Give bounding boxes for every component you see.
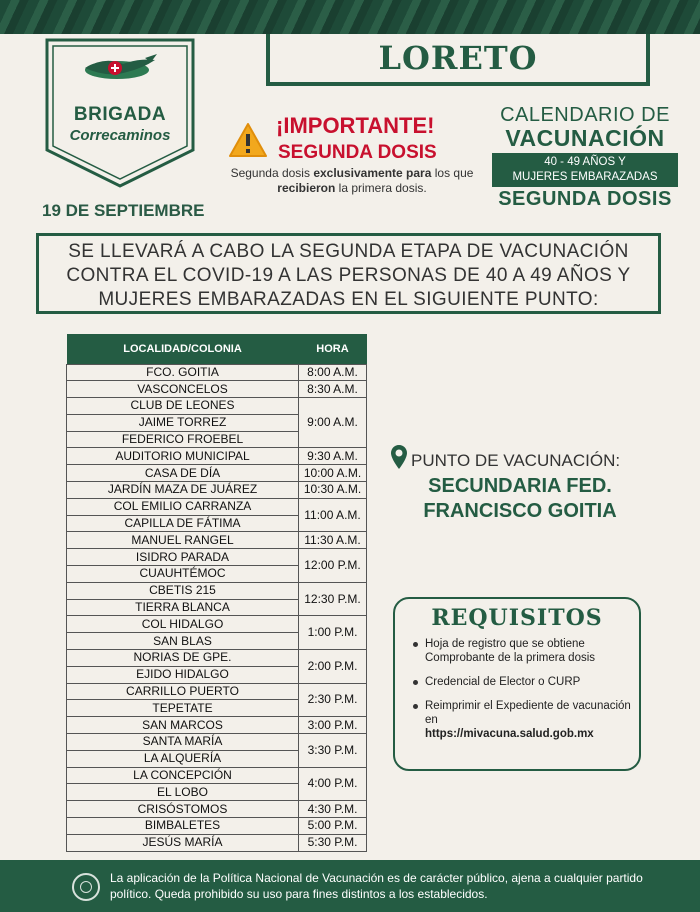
table-row bbox=[67, 717, 367, 734]
location-title: LORETO bbox=[378, 39, 538, 77]
locality-cell: CBETIS 215 bbox=[67, 582, 299, 599]
time-cell: 11:00 A.M. bbox=[299, 498, 367, 532]
time-cell: 2:00 P.M. bbox=[299, 650, 367, 684]
legal-disclaimer: La aplicación de la Política Nacional de Vacunación es de carácter público, ajena a cualquier partido político. Queda prohibido su uso para fines distintos a los establecidos. bbox=[110, 871, 643, 901]
column-header: LOCALIDAD/COLONIA bbox=[67, 334, 299, 364]
announcement-box bbox=[36, 233, 661, 314]
time-cell: 1:00 P.M. bbox=[299, 616, 367, 650]
table-row bbox=[67, 381, 367, 398]
table-row bbox=[67, 801, 367, 818]
requirements-title: REQUISITOS bbox=[431, 605, 603, 631]
locality-cell: LA CONCEPCIÓN bbox=[67, 767, 299, 784]
locality-cell: SAN MARCOS bbox=[67, 717, 299, 734]
time-cell: 10:30 A.M. bbox=[299, 482, 367, 499]
time-cell: 4:00 P.M. bbox=[299, 767, 367, 801]
table-row bbox=[67, 734, 367, 751]
table-row bbox=[67, 532, 367, 549]
map-pin-icon bbox=[390, 444, 408, 470]
locality-cell: EJIDO HIDALGO bbox=[67, 666, 299, 683]
locality-cell: TIERRA BLANCA bbox=[67, 599, 299, 616]
time-cell: 3:00 P.M. bbox=[299, 717, 367, 734]
table-row bbox=[67, 448, 367, 465]
calendar-heading-bold: VACUNACIÓN bbox=[505, 125, 665, 151]
table-row bbox=[67, 767, 367, 784]
time-cell: 12:30 P.M. bbox=[299, 582, 367, 616]
location-box bbox=[266, 34, 650, 86]
time-cell: 5:30 P.M. bbox=[299, 834, 367, 851]
vaccination-point-label: PUNTO DE VACUNACIÓN: bbox=[411, 451, 621, 470]
note-bold: exclusivamente para bbox=[313, 166, 432, 180]
requirement-item bbox=[413, 675, 631, 689]
calendar-heading: CALENDARIO DE bbox=[500, 104, 670, 126]
vaccine-url-link[interactable]: https://mivacuna.salud.gob.mx bbox=[425, 728, 594, 740]
bullet-icon bbox=[413, 680, 418, 685]
locality-cell: CAPILLA DE FÁTIMA bbox=[67, 515, 299, 532]
seal-inner-icon bbox=[80, 881, 92, 893]
table-row bbox=[67, 398, 367, 415]
vaccination-point-name bbox=[390, 474, 650, 524]
important-subtitle: SEGUNDA DOSIS bbox=[278, 142, 437, 163]
time-cell: 11:30 A.M. bbox=[299, 532, 367, 549]
table-row bbox=[67, 364, 367, 381]
locality-cell: FEDERICO FROEBEL bbox=[67, 431, 299, 448]
important-note bbox=[222, 166, 482, 196]
locality-cell: CARRILLO PUERTO bbox=[67, 683, 299, 700]
announcement-line: CONTRA EL COVID-19 A LAS PERSONAS DE 40 A 49 AÑOS Y bbox=[66, 265, 631, 286]
table-row bbox=[67, 549, 367, 566]
point-name-line: FRANCISCO GOITIA bbox=[423, 500, 617, 522]
table-row bbox=[67, 818, 367, 835]
requirements-box bbox=[393, 597, 641, 771]
locality-cell: JARDÍN MAZA DE JUÁREZ bbox=[67, 482, 299, 499]
locality-cell: COL EMILIO CARRANZA bbox=[67, 498, 299, 515]
table-row bbox=[67, 582, 367, 599]
time-cell: 10:00 A.M. bbox=[299, 465, 367, 482]
dose-heading: SEGUNDA DOSIS bbox=[498, 188, 672, 210]
time-cell: 4:30 P.M. bbox=[299, 801, 367, 818]
requirement-item bbox=[413, 637, 631, 665]
table-row bbox=[67, 465, 367, 482]
announcement-line: SE LLEVARÁ A CABO LA SEGUNDA ETAPA DE VACUNACIÓN bbox=[68, 241, 629, 262]
time-cell: 9:30 A.M. bbox=[299, 448, 367, 465]
requirement-text: Hoja de registro que se obtiene Comprobante de la primera dosis bbox=[425, 638, 596, 664]
age-line: MUJERES EMBARAZADAS bbox=[512, 171, 658, 183]
age-group-badge bbox=[492, 153, 678, 187]
important-title: ¡IMPORTANTE! bbox=[276, 113, 435, 138]
note-bold: recibieron bbox=[277, 181, 336, 195]
locality-cell: COL HIDALGO bbox=[67, 616, 299, 633]
time-cell: 8:30 A.M. bbox=[299, 381, 367, 398]
column-header: HORA bbox=[299, 334, 367, 364]
locality-cell: SANTA MARÍA bbox=[67, 734, 299, 751]
table-row bbox=[67, 683, 367, 700]
locality-cell: CUAUHTÉMOC bbox=[67, 566, 299, 583]
locality-cell: CASA DE DÍA bbox=[67, 465, 299, 482]
table-row bbox=[67, 616, 367, 633]
requirements-list bbox=[395, 637, 639, 741]
time-cell: 2:30 P.M. bbox=[299, 683, 367, 717]
requirement-text: Credencial de Elector o CURP bbox=[425, 676, 581, 688]
requirement-item bbox=[413, 699, 631, 741]
locality-cell: VASCONCELOS bbox=[67, 381, 299, 398]
requirement-text: Reimprimir el Expediente de vacunación en bbox=[425, 700, 631, 726]
time-cell: 8:00 A.M. bbox=[299, 364, 367, 381]
header-pattern-band bbox=[0, 0, 700, 34]
age-line: 40 - 49 AÑOS Y bbox=[544, 156, 626, 168]
time-cell: 5:00 P.M. bbox=[299, 818, 367, 835]
locality-cell: MANUEL RANGEL bbox=[67, 532, 299, 549]
note-text: la primera dosis. bbox=[335, 181, 427, 195]
locality-cell: NORIAS DE GPE. bbox=[67, 650, 299, 667]
locality-cell: BIMBALETES bbox=[67, 818, 299, 835]
schedule-body bbox=[67, 364, 367, 851]
brand-subtitle: Correcaminos bbox=[69, 127, 171, 144]
locality-cell: CRISÓSTOMOS bbox=[67, 801, 299, 818]
locality-cell: SAN BLAS bbox=[67, 633, 299, 650]
time-cell: 9:00 A.M. bbox=[299, 398, 367, 448]
table-header-row bbox=[67, 334, 367, 364]
locality-cell: CLUB DE LEONES bbox=[67, 398, 299, 415]
announcement-line: MUJERES EMBARAZADAS EN EL SIGUIENTE PUNTO: bbox=[98, 289, 599, 310]
bullet-icon bbox=[413, 704, 418, 709]
schedule-table bbox=[66, 334, 367, 852]
note-text: los que bbox=[431, 166, 474, 180]
table-row bbox=[67, 498, 367, 515]
time-cell: 3:30 P.M. bbox=[299, 734, 367, 768]
time-cell: 12:00 P.M. bbox=[299, 549, 367, 583]
warning-triangle-icon bbox=[228, 122, 268, 158]
table-row bbox=[67, 834, 367, 851]
event-date: 19 DE SEPTIEMBRE bbox=[42, 201, 205, 220]
locality-cell: AUDITORIO MUNICIPAL bbox=[67, 448, 299, 465]
table-row bbox=[67, 650, 367, 667]
locality-cell: FCO. GOITIA bbox=[67, 364, 299, 381]
brand-title: BRIGADA bbox=[73, 104, 167, 125]
locality-cell: LA ALQUERÍA bbox=[67, 750, 299, 767]
table-row bbox=[67, 482, 367, 499]
locality-cell: EL LOBO bbox=[67, 784, 299, 801]
bullet-icon bbox=[413, 642, 418, 647]
point-name-line: SECUNDARIA FED. bbox=[428, 475, 612, 497]
locality-cell: JAIME TORREZ bbox=[67, 414, 299, 431]
note-text: Segunda dosis bbox=[230, 166, 314, 180]
locality-cell: TEPETATE bbox=[67, 700, 299, 717]
locality-cell: JESÚS MARÍA bbox=[67, 834, 299, 851]
locality-cell: ISIDRO PARADA bbox=[67, 549, 299, 566]
